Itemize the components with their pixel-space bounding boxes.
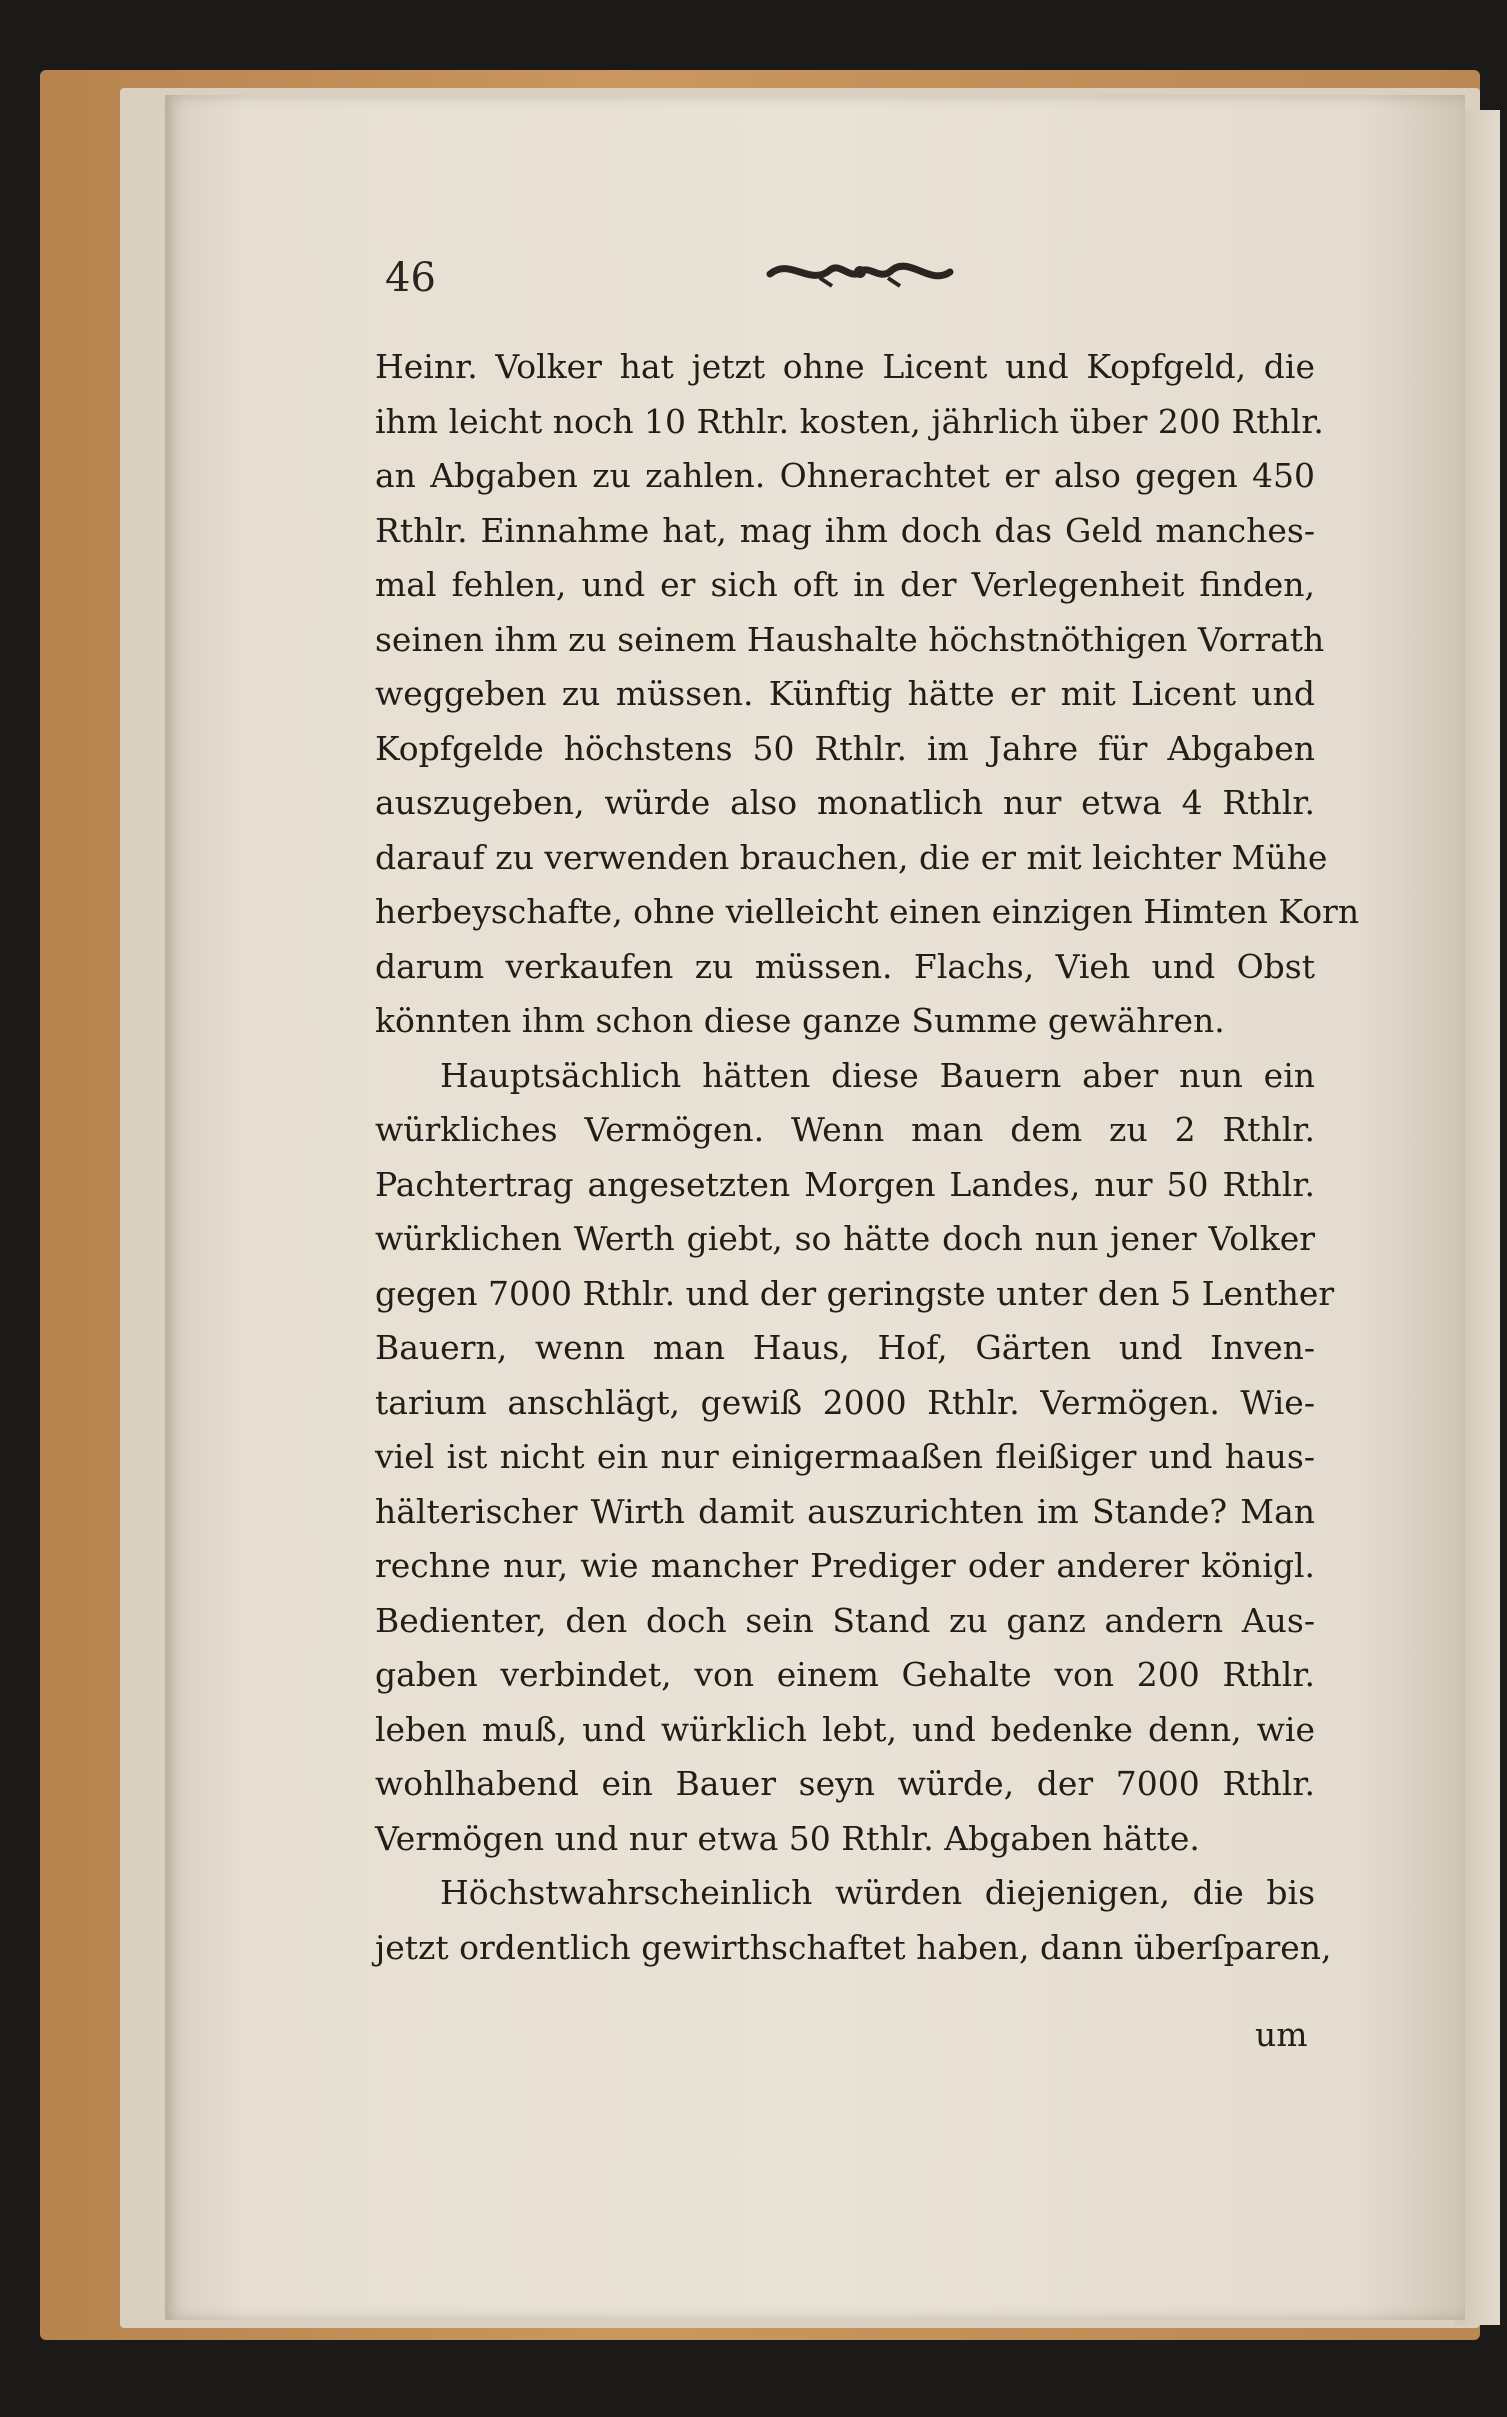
text-line: ihm leicht noch 10 Rthlr. kosten, jährlich über 200 Rthlr. [375, 401, 1324, 441]
text-line: an Abgaben zu zahlen. Ohnerachtet er also gegen 450 [375, 456, 1315, 495]
text-line: Heinr. Volker hat jetzt ohne Licent und Kopfgeld, die [375, 347, 1315, 386]
page-number: 46 [385, 255, 436, 301]
text-line: seinen ihm zu seinem Haushalte höchstnöthigen Vorrath [375, 619, 1325, 659]
text-line: würklichen Werth giebt, so hätte doch nun jener Volker [375, 1219, 1315, 1258]
text-line: auszugeben, würde also monatlich nur etwa 4 Rthlr. [375, 783, 1315, 822]
text-line: herbeyschafte, ohne vielleicht einen einzigen Himten Korn [375, 892, 1360, 931]
text-line: Bedienter, den doch sein Stand zu ganz andern Aus- [375, 1600, 1315, 1640]
ornament-icon [760, 252, 960, 292]
text-line: gaben verbindet, von einem Gehalte von 200 Rthlr. [375, 1655, 1315, 1694]
text-line: tarium anschlägt, gewiß 2000 Rthlr. Vermögen. Wie- [375, 1382, 1315, 1422]
text-line: Rthlr. Einnahme hat, mag ihm doch das Geld manches- [375, 510, 1315, 550]
text-line: Kopfgelde höchstens 50 Rthlr. im Jahre für Abgaben [375, 728, 1315, 768]
text-line: Vermögen und nur etwa 50 Rthlr. Abgaben hätte. [375, 1818, 1200, 1858]
text-line: Hauptsächlich hätten diese Bauern aber nun ein [440, 1055, 1315, 1095]
text-line: Bauern, wenn man Haus, Hof, Gärten und Inven- [375, 1328, 1315, 1367]
text-line: Höchstwahrscheinlich würden diejenigen, die bis [440, 1873, 1315, 1912]
text-line: weggeben zu müssen. Künftig hätte er mit Licent und [375, 674, 1315, 713]
text-line: Pachtertrag angesetzten Morgen Landes, nur 50 Rthlr. [375, 1164, 1315, 1204]
text-line: darauf zu verwenden brauchen, die er mit leichter Mühe [375, 837, 1328, 877]
text-line: viel ist nicht ein nur einigermaaßen fleißiger und haus- [375, 1437, 1315, 1476]
text-line: rechne nur, wie mancher Prediger oder anderer königl. [375, 1546, 1315, 1585]
text-line: leben muß, und würklich lebt, und bedenke denn, wie [375, 1709, 1315, 1749]
text-line: wohlhabend ein Bauer seyn würde, der 7000 Rthlr. [375, 1764, 1315, 1803]
text-line: würkliches Vermögen. Wenn man dem zu 2 Rthlr. [375, 1110, 1315, 1149]
catchword: um [1255, 2015, 1308, 2054]
text-line: jetzt ordentlich gewirthschaftet haben, dann überſparen, [375, 1927, 1332, 1967]
text-line: gegen 7000 Rthlr. und der geringste unter den 5 Lenther [375, 1273, 1335, 1313]
text-line: darum verkaufen zu müssen. Flachs, Vieh und Obst [375, 946, 1315, 986]
text-line: mal fehlen, und er sich oft in der Verlegenheit finden, [375, 565, 1315, 604]
text-line: hälterischer Wirth damit auszurichten im Stande? Man [375, 1491, 1315, 1531]
body-text [375, 340, 1360, 1975]
text-line: könnten ihm schon diese ganze Summe gewähren. [375, 1001, 1225, 1040]
